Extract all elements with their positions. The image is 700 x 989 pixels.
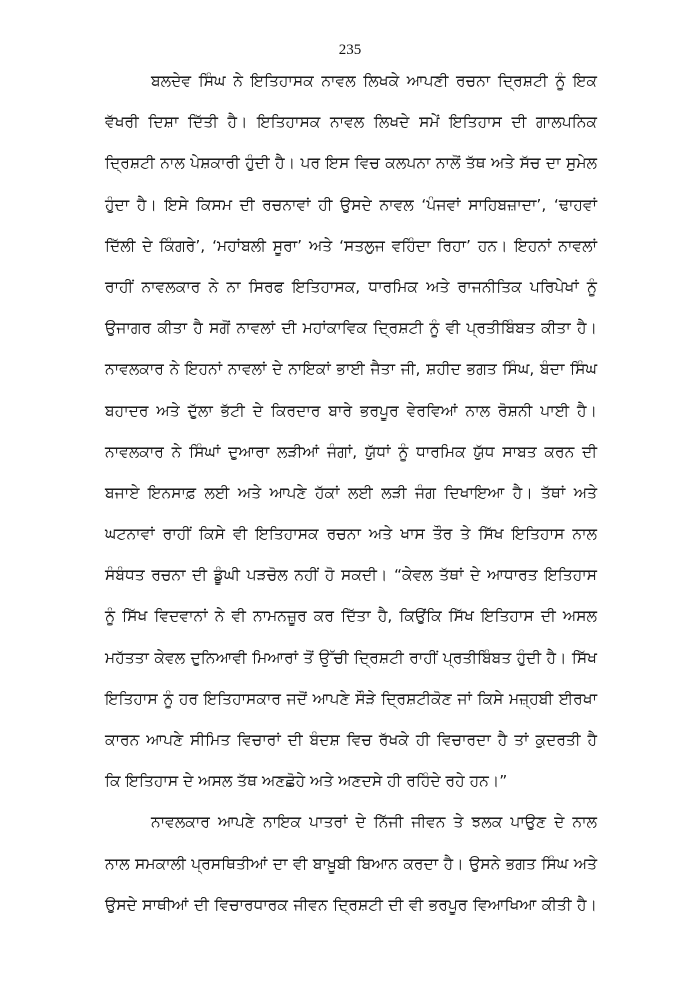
text-line: ਨਾਲ ਸਮਕਾਲੀ ਪ੍ਰਸਥਿਤੀਆਂ ਦਾ ਵੀ ਬਾਖ਼ੂਬੀ ਬਿਆਨ ਕਰਦਾ ਹੈ। ਉਸਨੇ ਭਗਤ ਸਿੰਘ ਅਤੇ bbox=[105, 854, 597, 873]
text-line: ਨੂੰ ਸਿੱਖ ਵਿਦਵਾਨਾਂ ਨੇ ਵੀ ਨਾਮਨਜ਼ੂਰ ਕਰ ਦਿੱਤਾ ਹੈ, ਕਿਉਂਕਿ ਸਿੱਖ ਇਤਿਹਾਸ ਦੀ ਅਸਲ bbox=[105, 607, 597, 626]
text-line: ਕਿ ਇਤਿਹਾਸ ਦੇ ਅਸਲ ਤੱਥ ਅਣਛੋਹੇ ਅਤੇ ਅਣਦਸੇ ਹੀ ਰਹਿੰਦੇ ਰਹੇ ਹਨ।” bbox=[105, 772, 508, 791]
paragraph-1 bbox=[105, 66, 597, 807]
text-line: ਬਹਾਦਰ ਅਤੇ ਦੁੱਲਾ ਭੱਟੀ ਦੇ ਕਿਰਦਾਰ ਬਾਰੇ ਭਰਪੂਰ ਵੇਰਵਿਆਂ ਨਾਲ ਰੋਸ਼ਨੀ ਪਾਈ ਹੈ। bbox=[105, 401, 597, 420]
body-text bbox=[105, 66, 597, 931]
text-line: ਉਜਾਗਰ ਕੀਤਾ ਹੈ ਸਗੋਂ ਨਾਵਲਾਂ ਦੀ ਮਹਾਂਕਾਵਿਕ ਦ੍ਰਿਸ਼ਟੀ ਨੂੰ ਵੀ ਪ੍ਰਤੀਬਿੰਬਤ ਕੀਤਾ ਹੈ। bbox=[105, 319, 597, 338]
text-line: ਉਸਦੇ ਸਾਥੀਆਂ ਦੀ ਵਿਚਾਰਧਾਰਕ ਜੀਵਨ ਦ੍ਰਿਸ਼ਟੀ ਦੀ ਵੀ ਭਰਪੂਰ ਵਿਆਖਿਆ ਕੀਤੀ ਹੈ। bbox=[105, 895, 597, 914]
text-line: ਰਾਹੀਂ ਨਾਵਲਕਾਰ ਨੇ ਨਾ ਸਿਰਫ ਇਤਿਹਾਸਕ, ਧਾਰਮਿਕ ਅਤੇ ਰਾਜਨੀਤਿਕ ਪਰਿਪੇਖਾਂ ਨੂੰ bbox=[105, 277, 597, 296]
text-line: ਨਾਵਲਕਾਰ ਨੇ ਸਿੰਘਾਂ ਦੁਆਰਾ ਲੜੀਆਂ ਜੰਗਾਂ, ਯੁੱਧਾਂ ਨੂੰ ਧਾਰਮਿਕ ਯੁੱਧ ਸਾਬਤ ਕਰਨ ਦੀ bbox=[105, 442, 597, 461]
text-line: ਨਾਵਲਕਾਰ ਨੇ ਇਹਨਾਂ ਨਾਵਲਾਂ ਦੇ ਨਾਇਕਾਂ ਭਾਈ ਜੈਤਾ ਜੀ, ਸ਼ਹੀਦ ਭਗਤ ਸਿੰਘ, ਬੰਦਾ ਸਿੰਘ bbox=[105, 360, 597, 379]
text-line: ਨਾਵਲਕਾਰ ਆਪਣੇ ਨਾਇਕ ਪਾਤਰਾਂ ਦੇ ਨਿੱਜੀ ਜੀਵਨ ਤੇ ਝਲਕ ਪਾਉਣ ਦੇ ਨਾਲ bbox=[151, 813, 597, 832]
text-line: ਕਾਰਨ ਆਪਣੇ ਸੀਮਿਤ ਵਿਚਾਰਾਂ ਦੀ ਬੰਦਸ਼ ਵਿਚ ਰੱਖਕੇ ਹੀ ਵਿਚਾਰਦਾ ਹੈ ਤਾਂ ਕੁਦਰਤੀ ਹੈ bbox=[105, 731, 597, 749]
page-number: 235 bbox=[338, 42, 362, 58]
text-line: ਬਜਾਏ ਇਨਸਾਫ਼ ਲਈ ਅਤੇ ਆਪਣੇ ਹੱਕਾਂ ਲਈ ਲੜੀ ਜੰਗ ਦਿਖਾਇਆ ਹੈ। ਤੱਥਾਂ ਅਤੇ bbox=[105, 483, 597, 502]
text-line: ਮਹੱਤਤਾ ਕੇਵਲ ਦੁਨਿਆਵੀ ਮਿਆਰਾਂ ਤੋਂ ਉੱਚੀ ਦ੍ਰਿਸ਼ਟੀ ਰਾਹੀਂ ਪ੍ਰਤੀਬਿੰਬਤ ਹੁੰਦੀ ਹੈ। ਸਿੱਖ bbox=[105, 648, 597, 667]
text-line: ਇਤਿਹਾਸ ਨੂੰ ਹਰ ਇਤਿਹਾਸਕਾਰ ਜਦੋਂ ਆਪਣੇ ਸੌੜੇ ਦ੍ਰਿਸ਼ਟੀਕੋਣ ਜਾਂ ਕਿਸੇ ਮਜ਼੍ਹਬੀ ਈਰਖਾ bbox=[105, 689, 597, 708]
paragraph-2 bbox=[105, 807, 597, 931]
text-line: ਦਿੱਲੀ ਦੇ ਕਿੰਗਰੇ’, ‘ਮਹਾਂਬਲੀ ਸੂਰਾ’ ਅਤੇ ‘ਸਤਲੁਜ ਵਹਿੰਦਾ ਰਿਹਾ’ ਹਨ। ਇਹਨਾਂ ਨਾਵਲਾਂ bbox=[105, 236, 597, 255]
text-line: ਹੁੰਦਾ ਹੈ। ਇਸੇ ਕਿਸਮ ਦੀ ਰਚਨਾਵਾਂ ਹੀ ਉਸਦੇ ਨਾਵਲ ‘ਪੰਜਵਾਂ ਸਾਹਿਬਜ਼ਾਦਾ’, ‘ਢਾਹਵਾਂ bbox=[105, 195, 597, 214]
text-line: ਦ੍ਰਿਸ਼ਟੀ ਨਾਲ ਪੇਸ਼ਕਾਰੀ ਹੁੰਦੀ ਹੈ। ਪਰ ਇਸ ਵਿਚ ਕਲਪਨਾ ਨਾਲੋਂ ਤੱਥ ਅਤੇ ਸੱਚ ਦਾ ਸੁਮੇਲ bbox=[105, 154, 597, 173]
text-line: ਘਟਨਾਵਾਂ ਰਾਹੀਂ ਕਿਸੇ ਵੀ ਇਤਿਹਾਸਕ ਰਚਨਾ ਅਤੇ ਖਾਸ ਤੌਰ ਤੇ ਸਿੱਖ ਇਤਿਹਾਸ ਨਾਲ bbox=[105, 525, 597, 544]
text-line: ਵੱਖਰੀ ਦਿਸ਼ਾ ਦਿੱਤੀ ਹੈ। ਇਤਿਹਾਸਕ ਨਾਵਲ ਲਿਖਦੇ ਸਮੇਂ ਇਤਿਹਾਸ ਦੀ ਗਾਲਪਨਿਕ bbox=[105, 113, 597, 132]
text-line: ਸੰਬੰਧਤ ਰਚਨਾ ਦੀ ਡੂੰਘੀ ਪੜਚੋਲ ਨਹੀਂ ਹੋ ਸਕਦੀ। “ਕੇਵਲ ਤੱਥਾਂ ਦੇ ਆਧਾਰਤ ਇਤਿਹਾਸ bbox=[105, 566, 597, 585]
text-line: ਬਲਦੇਵ ਸਿੰਘ ਨੇ ਇਤਿਹਾਸਕ ਨਾਵਲ ਲਿਖਕੇ ਆਪਣੀ ਰਚਨਾ ਦ੍ਰਿਸ਼ਟੀ ਨੂੰ ਇਕ bbox=[151, 72, 597, 90]
